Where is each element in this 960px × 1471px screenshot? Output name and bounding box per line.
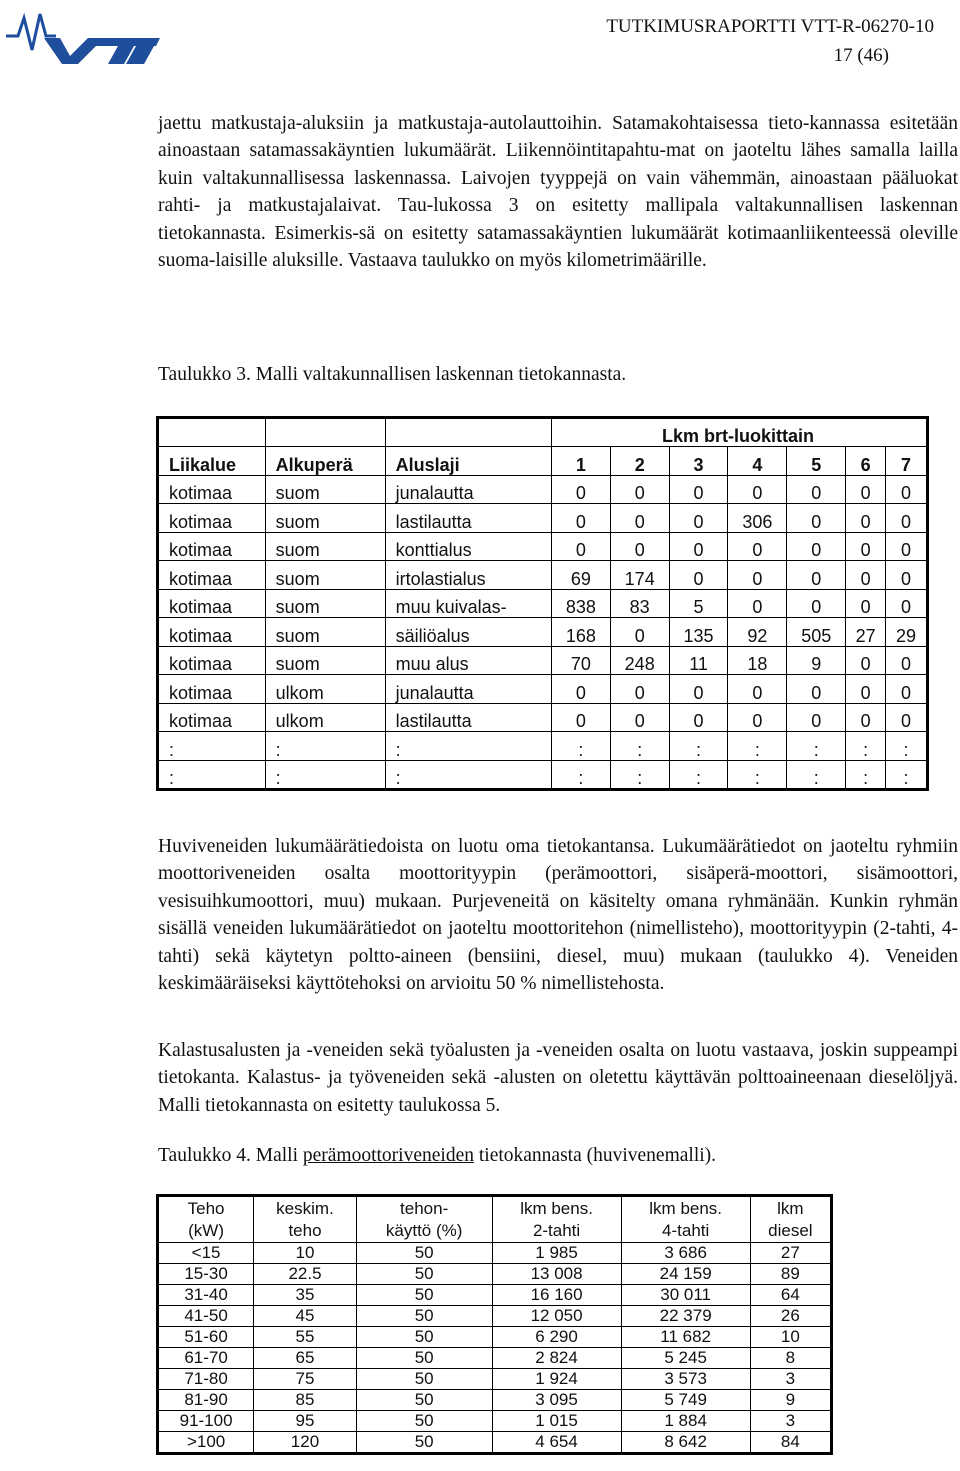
table4-cell: 30 011 bbox=[621, 1285, 750, 1306]
table3-header-cell: 4 bbox=[728, 447, 787, 476]
table3-cell: konttialus bbox=[385, 532, 551, 561]
table3-cell: 0 bbox=[846, 475, 886, 504]
table4-header-cell bbox=[621, 1196, 750, 1243]
table3-cell: : bbox=[158, 760, 266, 790]
table3-cell: 0 bbox=[728, 475, 787, 504]
table3-cell: 0 bbox=[846, 675, 886, 704]
table3-cell: : bbox=[610, 732, 669, 761]
table-row bbox=[158, 732, 928, 761]
table4-cell: 85 bbox=[254, 1390, 357, 1411]
table4-cell: 4 654 bbox=[492, 1432, 621, 1454]
table4-cell: 41-50 bbox=[158, 1306, 254, 1327]
table4-header-line: lkm bens. bbox=[520, 1198, 593, 1218]
table3-cell: 0 bbox=[886, 703, 928, 732]
table3-cell: : bbox=[728, 732, 787, 761]
table4-caption-prefix: Taulukko 4. Malli bbox=[158, 1145, 303, 1166]
table4-cell: 16 160 bbox=[492, 1285, 621, 1306]
table4-cell: 51-60 bbox=[158, 1327, 254, 1348]
table-row bbox=[158, 1327, 832, 1348]
table3-cell: 0 bbox=[728, 589, 787, 618]
table3-cell: 0 bbox=[846, 646, 886, 675]
table3-cell: kotimaa bbox=[158, 646, 266, 675]
table-row bbox=[158, 760, 928, 790]
table3-cell: 838 bbox=[551, 589, 610, 618]
table3-cell: : bbox=[551, 732, 610, 761]
table3-cell: 92 bbox=[728, 618, 787, 647]
table4-header-row bbox=[158, 1196, 832, 1243]
table4-header-line: 4-tahti bbox=[662, 1220, 710, 1240]
table3-header-cell: Aluslaji bbox=[385, 447, 551, 476]
table4-cell: 50 bbox=[356, 1348, 492, 1369]
table3-header-cell: 5 bbox=[787, 447, 846, 476]
table4-cell: 50 bbox=[356, 1411, 492, 1432]
table-row bbox=[158, 1243, 832, 1264]
table-row bbox=[158, 703, 928, 732]
table3-cell: ulkom bbox=[265, 675, 385, 704]
table3-cell: 27 bbox=[846, 618, 886, 647]
table4-cell: 64 bbox=[750, 1285, 831, 1306]
table3-cell: 306 bbox=[728, 504, 787, 533]
table4-cell: 50 bbox=[356, 1327, 492, 1348]
table3-header-cell: 1 bbox=[551, 447, 610, 476]
table3-cell: 0 bbox=[787, 475, 846, 504]
table3-cell: 168 bbox=[551, 618, 610, 647]
table3-cell: kotimaa bbox=[158, 703, 266, 732]
table4-cell: 10 bbox=[254, 1243, 357, 1264]
table4-cell: 1 924 bbox=[492, 1369, 621, 1390]
table3-cell: : bbox=[787, 732, 846, 761]
table-row bbox=[158, 675, 928, 704]
table4-header-line: lkm bbox=[777, 1198, 804, 1218]
table3-cell: 0 bbox=[669, 475, 728, 504]
table-row bbox=[158, 1432, 832, 1454]
table3-caption: Taulukko 3. Malli valtakunnallisen laskennan tietokannasta. bbox=[158, 364, 627, 385]
table4-cell: 31-40 bbox=[158, 1285, 254, 1306]
table4-header-line: keskim. bbox=[276, 1198, 334, 1218]
table3-cell: 18 bbox=[728, 646, 787, 675]
table3-cell: 0 bbox=[610, 504, 669, 533]
table3-cell: suom bbox=[265, 561, 385, 590]
table3-cell: 70 bbox=[551, 646, 610, 675]
table3-header-cell: 6 bbox=[846, 447, 886, 476]
table4-cell: 8 bbox=[750, 1348, 831, 1369]
table3-cell: 0 bbox=[669, 532, 728, 561]
table4-header-line: käyttö (%) bbox=[385, 1220, 463, 1240]
table3-cell: : bbox=[265, 732, 385, 761]
table4-cell: 3 686 bbox=[621, 1243, 750, 1264]
table3-cell: 505 bbox=[787, 618, 846, 647]
table3-cell: 0 bbox=[728, 561, 787, 590]
table3-cell: 0 bbox=[886, 561, 928, 590]
table3-cell: : bbox=[846, 760, 886, 790]
table4-cell: 50 bbox=[356, 1285, 492, 1306]
table4-header-cell bbox=[750, 1196, 831, 1243]
table3-cell: kotimaa bbox=[158, 475, 266, 504]
table4-cell: 5 749 bbox=[621, 1390, 750, 1411]
table-row bbox=[158, 1369, 832, 1390]
table4-caption bbox=[158, 1145, 716, 1167]
table3-cell: kotimaa bbox=[158, 618, 266, 647]
table3-cell: : bbox=[669, 760, 728, 790]
table3-cell: kotimaa bbox=[158, 589, 266, 618]
table4-cell: 6 290 bbox=[492, 1327, 621, 1348]
table3-cell: suom bbox=[265, 532, 385, 561]
table3-cell: 0 bbox=[669, 561, 728, 590]
table4-cell: 12 050 bbox=[492, 1306, 621, 1327]
table3-cell: 0 bbox=[787, 703, 846, 732]
table3-cell: muu alus bbox=[385, 646, 551, 675]
table4-cell: 5 245 bbox=[621, 1348, 750, 1369]
table4-cell: 3 bbox=[750, 1411, 831, 1432]
table3-cell: 0 bbox=[886, 532, 928, 561]
table4-cell: 11 682 bbox=[621, 1327, 750, 1348]
table4-cell: 1 884 bbox=[621, 1411, 750, 1432]
table3-cell: : bbox=[728, 760, 787, 790]
table4-cell: 3 bbox=[750, 1369, 831, 1390]
table3-cell: : bbox=[158, 732, 266, 761]
table4-cell: 24 159 bbox=[621, 1264, 750, 1285]
table4-cell: 26 bbox=[750, 1306, 831, 1327]
table4-cell: 50 bbox=[356, 1432, 492, 1454]
report-id: TUTKIMUSRAPORTTI VTT-R-06270-10 bbox=[606, 16, 934, 37]
table3-cell: 0 bbox=[728, 675, 787, 704]
table3-header-cell: 2 bbox=[610, 447, 669, 476]
table-row bbox=[158, 1390, 832, 1411]
page-number: 17 (46) bbox=[833, 45, 889, 66]
table3-empty-cell bbox=[158, 418, 266, 447]
table4-cell: 1 015 bbox=[492, 1411, 621, 1432]
table3-cell: 0 bbox=[610, 618, 669, 647]
table3 bbox=[156, 416, 929, 791]
table4-cell: 50 bbox=[356, 1369, 492, 1390]
table3-cell: kotimaa bbox=[158, 675, 266, 704]
table4-cell: 3 573 bbox=[621, 1369, 750, 1390]
table3-cell: 0 bbox=[886, 504, 928, 533]
table3-header-row bbox=[158, 447, 928, 476]
table3-cell: 0 bbox=[551, 703, 610, 732]
table3-cell: 0 bbox=[551, 475, 610, 504]
table3-cell: : bbox=[385, 732, 551, 761]
table4-header-line: 2-tahti bbox=[532, 1220, 581, 1240]
table4-caption-link[interactable]: perämoottoriveneiden bbox=[302, 1145, 474, 1166]
table3-cell: 0 bbox=[669, 703, 728, 732]
table3-cell: 83 bbox=[610, 589, 669, 618]
table3-cell: 0 bbox=[886, 475, 928, 504]
table4-cell: 81-90 bbox=[158, 1390, 254, 1411]
table4-cell: 50 bbox=[356, 1264, 492, 1285]
table4-cell: 10 bbox=[750, 1327, 831, 1348]
table3-cell: : bbox=[846, 732, 886, 761]
table4-cell: 71-80 bbox=[158, 1369, 254, 1390]
table-row bbox=[158, 532, 928, 561]
table3-cell: 29 bbox=[886, 618, 928, 647]
table3-cell: muu kuivalas- bbox=[385, 589, 551, 618]
table3-cell: 0 bbox=[846, 703, 886, 732]
paragraph-kalastus: Kalastusalusten ja -veneiden sekä työalusten ja -veneiden osalta on luotu vastaava, joskin suppeampi tietokanta. Kalastus- ja työveneiden sekä -alusten on oletettu käyttävän polttoaineenaan dieselöljyä. Malli tietokannasta on esitetty taulukossa 5. bbox=[158, 1040, 958, 1116]
table3-cell: 0 bbox=[787, 589, 846, 618]
table4-cell: 35 bbox=[254, 1285, 357, 1306]
table3-cell: 0 bbox=[551, 675, 610, 704]
table4-header-line: teho bbox=[288, 1220, 322, 1240]
table4-cell: 15-30 bbox=[158, 1264, 254, 1285]
table3-cell: 0 bbox=[669, 504, 728, 533]
table3-cell: 0 bbox=[787, 675, 846, 704]
table4-cell: >100 bbox=[158, 1432, 254, 1454]
table3-cell: 69 bbox=[551, 561, 610, 590]
table-row bbox=[158, 504, 928, 533]
table-row bbox=[158, 1285, 832, 1306]
table3-cell: suom bbox=[265, 589, 385, 618]
table3-group-header-row bbox=[158, 418, 928, 447]
table4-header-cell bbox=[492, 1196, 621, 1243]
table-row bbox=[158, 475, 928, 504]
table4-cell: 65 bbox=[254, 1348, 357, 1369]
table3-cell: 0 bbox=[610, 532, 669, 561]
table3-cell: 0 bbox=[787, 504, 846, 533]
table3-cell: : bbox=[385, 760, 551, 790]
table3-header-cell: 3 bbox=[669, 447, 728, 476]
table4-header-cell bbox=[356, 1196, 492, 1243]
table-row bbox=[158, 561, 928, 590]
table4-cell: 1 985 bbox=[492, 1243, 621, 1264]
table3-cell: suom bbox=[265, 475, 385, 504]
table3-header-cell: Liikalue bbox=[158, 447, 266, 476]
table3-cell: 0 bbox=[886, 675, 928, 704]
table3-cell: 135 bbox=[669, 618, 728, 647]
table4-cell: 22.5 bbox=[254, 1264, 357, 1285]
table4-cell: 75 bbox=[254, 1369, 357, 1390]
table4-cell: 45 bbox=[254, 1306, 357, 1327]
table3-cell: 0 bbox=[610, 675, 669, 704]
table3-cell: 0 bbox=[728, 703, 787, 732]
table3-cell: 9 bbox=[787, 646, 846, 675]
table3-cell: 0 bbox=[551, 504, 610, 533]
table4-header-line: (kW) bbox=[188, 1220, 225, 1240]
table4-cell: 13 008 bbox=[492, 1264, 621, 1285]
table3-cell: suom bbox=[265, 504, 385, 533]
table4-header-line: Teho bbox=[187, 1198, 225, 1218]
table3-cell: 0 bbox=[610, 475, 669, 504]
table4 bbox=[156, 1194, 833, 1455]
table3-cell: 174 bbox=[610, 561, 669, 590]
table3-cell: 0 bbox=[669, 675, 728, 704]
table-row bbox=[158, 618, 928, 647]
table3-cell: : bbox=[610, 760, 669, 790]
table3-cell: 0 bbox=[846, 561, 886, 590]
table3-cell: kotimaa bbox=[158, 561, 266, 590]
table4-header-line: tehon- bbox=[400, 1198, 449, 1218]
table-row bbox=[158, 1306, 832, 1327]
table3-cell: 0 bbox=[846, 532, 886, 561]
table3-empty-cell bbox=[385, 418, 551, 447]
table3-cell: 0 bbox=[846, 504, 886, 533]
table3-cell: säiliöalus bbox=[385, 618, 551, 647]
table4-cell: 55 bbox=[254, 1327, 357, 1348]
table4-cell: <15 bbox=[158, 1243, 254, 1264]
table4-cell: 84 bbox=[750, 1432, 831, 1454]
table3-header-cell: 7 bbox=[886, 447, 928, 476]
table3-cell: lastilautta bbox=[385, 504, 551, 533]
table3-cell: : bbox=[886, 732, 928, 761]
table-row bbox=[158, 646, 928, 675]
table3-cell: : bbox=[265, 760, 385, 790]
table3-group-header: Lkm brt-luokittain bbox=[551, 418, 927, 447]
table3-cell: junalautta bbox=[385, 675, 551, 704]
table-row bbox=[158, 1264, 832, 1285]
table3-cell: 0 bbox=[787, 532, 846, 561]
table-row bbox=[158, 589, 928, 618]
table3-empty-cell bbox=[265, 418, 385, 447]
table3-cell: 0 bbox=[886, 646, 928, 675]
table-row bbox=[158, 1348, 832, 1369]
table3-cell: irtolastialus bbox=[385, 561, 551, 590]
table3-cell: : bbox=[787, 760, 846, 790]
table3-cell: : bbox=[669, 732, 728, 761]
table4-cell: 27 bbox=[750, 1243, 831, 1264]
table4-header-line: diesel bbox=[768, 1220, 813, 1240]
paragraph-huviveneet: Huviveneiden lukumäärätiedoista on luotu oma tietokantansa. Lukumäärätiedot on jaoteltu ryhmiin moottoriveneiden osalta moottorityypin (perämoottori, sisäperä-moottori, sisämoottori, vesisuihkumoottori, muu) mukaan. Purjeveneitä on käsitelty omana ryhmänään. Kunkin ryhmän sisällä veneiden lukumäärätiedot on jaoteltu moottoritehon (nimellisteho), moottorityypin (2-tahti, 4-tahti) sekä käytetyn poltto-aineen (bensiini, diesel, muu) mukaan (taulukko 4). Veneiden keskimääräiseksi käyttötehoksi on arvioitu 50 % nimellistehosta. bbox=[158, 836, 958, 995]
vtt-logo-icon bbox=[4, 6, 160, 66]
table4-cell: 50 bbox=[356, 1243, 492, 1264]
table4-cell: 61-70 bbox=[158, 1348, 254, 1369]
table3-cell: ulkom bbox=[265, 703, 385, 732]
table3-cell: suom bbox=[265, 646, 385, 675]
table4-cell: 50 bbox=[356, 1390, 492, 1411]
table3-cell: 11 bbox=[669, 646, 728, 675]
table4-cell: 3 095 bbox=[492, 1390, 621, 1411]
table3-cell: 248 bbox=[610, 646, 669, 675]
table3-cell: kotimaa bbox=[158, 532, 266, 561]
paragraph-intro: jaettu matkustaja-aluksiin ja matkustaja-autolauttoihin. Satamakohtaisessa tieto-kannassa esitetään ainoastaan satamassakäyntien lukumäärät. Liikennöintitapahtu-mat on jaoteltu lähes samalla lailla kuin valtakunnallisessa laskennassa. Laivojen tyyppejä on vain vähemmän, ainoastaan pääluokat rahti- ja matkustajalaivat. Tau-lukossa 3 on esitetty mallipala valtakunnallisen laskennan tietokannasta. Esimerkis-sä on esitetty satamassakäyntien lukumäärät kotimaanliikenteessä oleville suoma-laisille aluksille. Vastaava taulukko on myös kilometrimäärille. bbox=[158, 113, 958, 272]
table3-cell: 0 bbox=[551, 532, 610, 561]
table3-cell: : bbox=[886, 760, 928, 790]
table4-cell: 50 bbox=[356, 1306, 492, 1327]
vtt-logo bbox=[4, 6, 160, 66]
table3-cell: lastilautta bbox=[385, 703, 551, 732]
table4-cell: 9 bbox=[750, 1390, 831, 1411]
table4-cell: 2 824 bbox=[492, 1348, 621, 1369]
table3-cell: 5 bbox=[669, 589, 728, 618]
table3-cell: 0 bbox=[610, 703, 669, 732]
table3-cell: : bbox=[551, 760, 610, 790]
table4-cell: 22 379 bbox=[621, 1306, 750, 1327]
table3-cell: 0 bbox=[787, 561, 846, 590]
table4-cell: 91-100 bbox=[158, 1411, 254, 1432]
table3-cell: 0 bbox=[728, 532, 787, 561]
table-row bbox=[158, 1411, 832, 1432]
table3-cell: suom bbox=[265, 618, 385, 647]
table3-header-cell: Alkuperä bbox=[265, 447, 385, 476]
table3-cell: junalautta bbox=[385, 475, 551, 504]
table4-caption-suffix: tietokannasta (huvivenemalli). bbox=[473, 1145, 717, 1166]
table4-cell: 8 642 bbox=[621, 1432, 750, 1454]
table4-header-cell bbox=[254, 1196, 357, 1243]
table3-cell: kotimaa bbox=[158, 504, 266, 533]
table4-header-line: lkm bens. bbox=[649, 1198, 723, 1218]
table4-cell: 120 bbox=[254, 1432, 357, 1454]
table3-cell: 0 bbox=[886, 589, 928, 618]
table4-header-cell bbox=[158, 1196, 254, 1243]
table3-cell: 0 bbox=[846, 589, 886, 618]
table4-cell: 95 bbox=[254, 1411, 357, 1432]
table4-cell: 89 bbox=[750, 1264, 831, 1285]
